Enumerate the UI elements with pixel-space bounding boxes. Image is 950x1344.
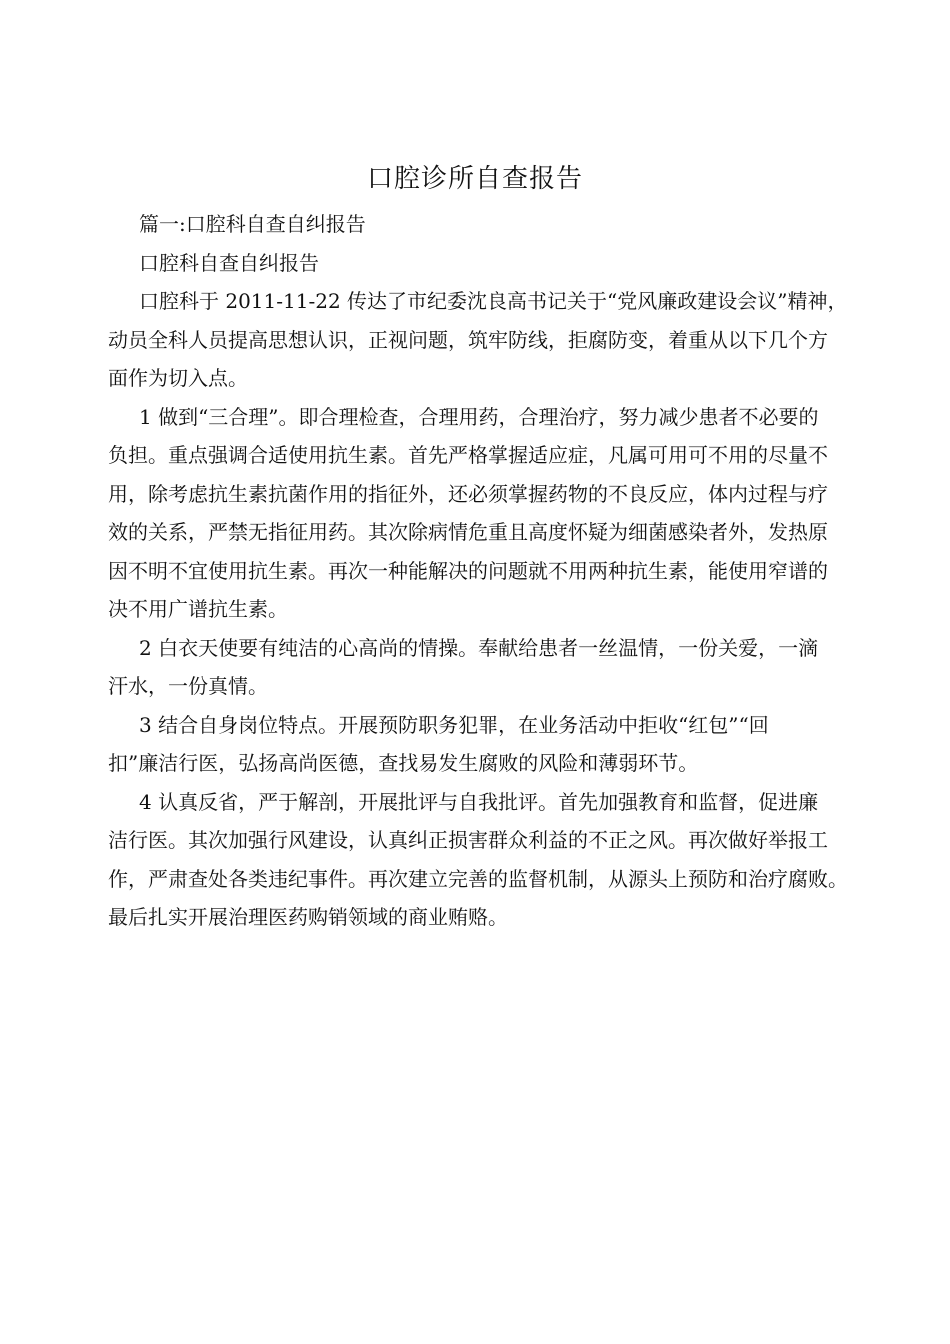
- paragraph-line: 决不用广谱抗生素。: [108, 597, 288, 621]
- paragraph-line: 作，严肃查处各类违纪事件。再次建立完善的监督机制，从源头上预防和治疗腐败。: [108, 866, 848, 891]
- document-body: [108, 205, 850, 937]
- paragraph-line: 面作为切入点。: [108, 366, 248, 390]
- paragraph-line: 口腔科于 2011-11-22 传达了市纪委沈良高书记关于“党风廉政建设会议”精神，: [139, 289, 848, 313]
- paragraph-intro: [108, 282, 850, 398]
- paragraph-line: 2 白衣天使要有纯洁的心高尚的情操。奉献给患者一丝温情，一份关爱，一滴: [139, 635, 819, 660]
- section-heading: [108, 205, 850, 244]
- paragraph-line: 效的关系，严禁无指征用药。其次除病情危重且高度怀疑为细菌感染者外，发热原: [108, 520, 828, 544]
- paragraph-line: 负担。重点强调合适使用抗生素。首先严格掌握适应症，凡属可用可不用的尽量不: [108, 443, 828, 467]
- document-title: 口腔诊所自查报告: [366, 164, 583, 195]
- paragraph-line: 4 认真反省，严于解剖，开展批评与自我批评。首先加强教育和监督，促进廉: [139, 789, 819, 814]
- paragraph-line: 3 结合自身岗位特点。开展预防职务犯罪，在业务活动中拒收“红包”“回: [139, 712, 769, 737]
- paragraph-item-1: [108, 398, 850, 629]
- report-heading: [108, 244, 850, 283]
- paragraph-line: 动员全科人员提高思想认识，正视问题，筑牢防线，拒腐防变，着重从以下几个方: [108, 327, 828, 352]
- paragraph-item-2: [108, 629, 850, 706]
- paragraph-line: 扣”廉洁行医，弘扬高尚医德，查找易发生腐败的风险和薄弱环节。: [108, 751, 699, 775]
- paragraph-line: 1 做到“三合理”。即合理检查，合理用药，合理治疗，努力减少患者不必要的: [139, 404, 819, 429]
- paragraph-item-4: [108, 783, 850, 937]
- report-heading-text: 口腔科自查自纠报告: [139, 250, 319, 275]
- paragraph-line: 因不明不宜使用抗生素。再次一种能解决的问题就不用两种抗生素，能使用窄谱的: [108, 558, 828, 583]
- paragraph-line: 最后扎实开展治理医药购销领域的商业贿赂。: [108, 905, 508, 929]
- paragraph-item-3: [108, 706, 850, 783]
- section-heading-text: 篇一:口腔科自查自纠报告: [139, 212, 366, 236]
- paragraph-line: 用，除考虑抗生素抗菌作用的指征外，还必须掌握药物的不良反应，体内过程与疗: [108, 481, 828, 506]
- paragraph-line: 汗水，一份真情。: [108, 674, 268, 698]
- paragraph-line: 洁行医。其次加强行风建设，认真纠正损害群众利益的不正之风。再次做好举报工: [108, 828, 828, 852]
